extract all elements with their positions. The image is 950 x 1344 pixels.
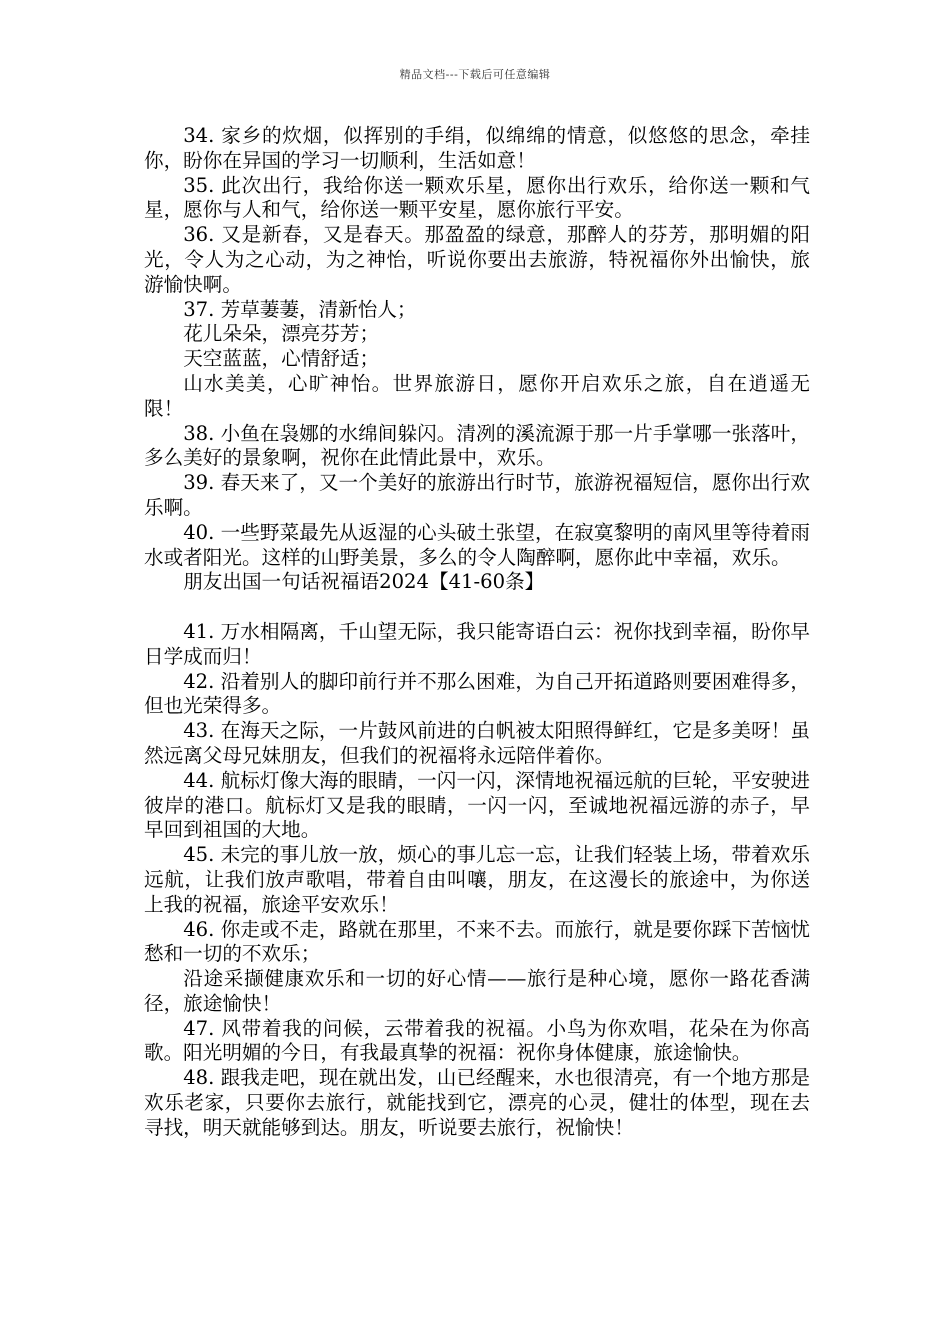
paragraph-37-line-3: 天空蓝蓝，心情舒适； <box>183 347 380 371</box>
paragraph-39: 39. 春天来了，又一个美好的旅游出行时节，旅游祝福短信，愿你出行欢乐啊。 <box>144 471 810 519</box>
page-header: 精品文档---下载后可任意编辑 <box>399 68 551 81</box>
paragraph-46-part-2: 沿途采撷健康欢乐和一切的好心情——旅行是种心境，愿你一路花香满径，旅途愉快！ <box>144 967 810 1015</box>
paragraph-44: 44. 航标灯像大海的眼睛，一闪一闪，深情地祝福远航的巨轮，平安驶进彼岸的港口。航标灯又是我的眼睛，一闪一闪，至诚地祝福远游的赤子，早早回到祖国的大地。 <box>144 768 810 842</box>
paragraph-41: 41. 万水相隔离，千山望无际，我只能寄语白云：祝你找到幸福，盼你早日学成而归！ <box>144 619 810 668</box>
paragraph-37-line-1: 37. 芳草萋萋，清新怡人； <box>183 297 417 321</box>
paragraph-46-part-1: 46. 你走或不走，路就在那里，不来不去。而旅行，就是要你踩下苦恼忧愁和一切的不欢乐； <box>144 917 810 966</box>
paragraph-35: 35. 此次出行，我给你送一颗欢乐星，愿你出行欢乐，给你送一颗和气星，愿你与人和气，给你送一颗平安星，愿你旅行平安。 <box>144 173 810 222</box>
section-heading: 朋友出国一句话祝福语2024【41-60条】 <box>183 570 545 594</box>
paragraph-42: 42. 沿着别人的脚印前行并不那么困难，为自己开拓道路则要困难得多，但也光荣得多。 <box>144 669 810 718</box>
paragraph-43: 43. 在海天之际，一片鼓风前进的白帆被太阳照得鲜红，它是多美呀！虽然远离父母兄妹朋友，但我们的祝福将永远陪伴着你。 <box>144 719 810 767</box>
document-body <box>144 124 810 1141</box>
paragraph-37-line-4: 山水美美，心旷神怡。世界旅游日，愿你开启欢乐之旅，自在逍遥无限！ <box>144 371 810 420</box>
paragraph-38: 38. 小鱼在袅娜的水绵间躲闪。清冽的溪流源于那一片手掌哪一张落叶，多么美好的景象啊，祝你在此情此景中，欢乐。 <box>144 421 810 470</box>
paragraph-40: 40. 一些野菜最先从返湿的心头破土张望，在寂寞黎明的南风里等待着雨水或者阳光。这样的山野美景，多么的令人陶醉啊，愿你此中幸福，欢乐。 <box>144 520 810 569</box>
paragraph-48: 48. 跟我走吧，现在就出发，山已经醒来，水也很清亮，有一个地方那是欢乐老家，只要你去旅行，就能找到它，漂亮的心灵，健壮的体型，现在去寻找，明天就能够到达。朋友，听说要去旅行，祝愉快！ <box>144 1066 810 1139</box>
paragraph-37-line-2: 花儿朵朵，漂亮芬芳； <box>183 322 380 346</box>
paragraph-47: 47. 风带着我的问候，云带着我的祝福。小鸟为你欢唱，花朵在为你高歌。阳光明媚的今日，有我最真挚的祝福：祝你身体健康，旅途愉快。 <box>144 1016 810 1065</box>
paragraph-36: 36. 又是新春，又是春天。那盈盈的绿意，那醉人的芬芳，那明媚的阳光，令人为之心动，为之神怡，听说你要出去旅游，特祝福你外出愉快，旅游愉快啊。 <box>144 223 810 296</box>
paragraph-34: 34. 家乡的炊烟，似挥别的手绢，似绵绵的情意，似悠悠的思念，牵挂你，盼你在异国的学习一切顺利，生活如意！ <box>144 124 810 172</box>
paragraph-45: 45. 未完的事儿放一放，烦心的事儿忘一忘，让我们轻装上场，带着欢乐远航，让我们放声歌唱，带着自由叫嚷，朋友，在这漫长的旅途中，为你送上我的祝福，旅途平安欢乐！ <box>144 843 810 916</box>
